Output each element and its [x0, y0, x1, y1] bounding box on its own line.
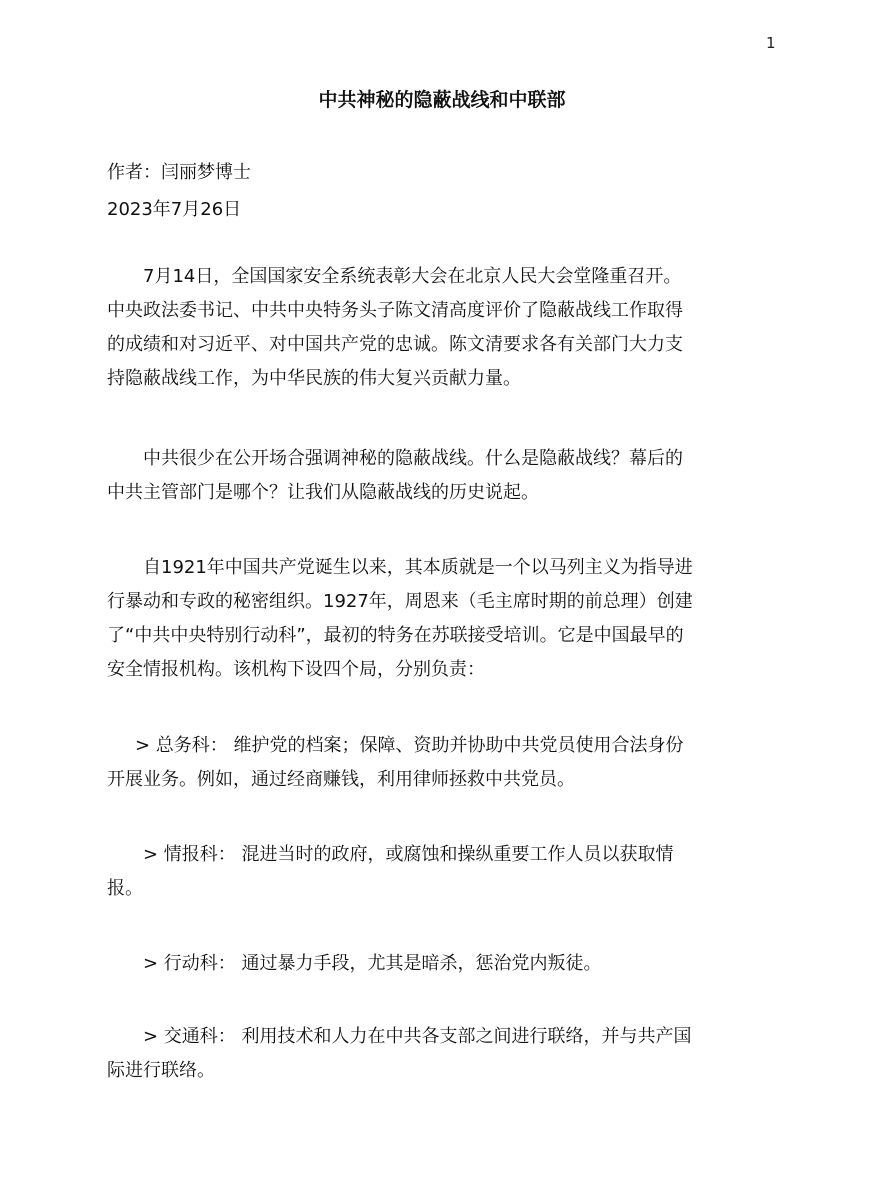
- bullet-operations: [107, 947, 787, 981]
- paragraph-2: [107, 442, 787, 510]
- bullet-line: > 行动科： 通过暴力手段，尤其是暗杀，惩治党内叛徒。: [143, 953, 602, 974]
- bullet-intelligence: [107, 838, 787, 906]
- paragraph-line: 中共很少在公开场合强调神秘的隐蔽战线。什么是隐蔽战线？幕后的: [143, 448, 683, 469]
- paragraph-line: 安全情报机构。该机构下设四个局，分别负责：: [107, 659, 485, 680]
- bullet-general-affairs: [107, 729, 787, 797]
- bullet-line: > 情报科： 混进当时的政府，或腐蚀和操纵重要工作人员以获取情: [143, 844, 674, 865]
- bullet-line: 开展业务。例如，通过经商赚钱，利用律师拯救中共党员。: [107, 769, 575, 790]
- paragraph-line: 自1921年中国共产党诞生以来，其本质就是一个以马列主义为指导进: [143, 557, 693, 578]
- paragraph-line: 了“中共中央特别行动科”，最初的特务在苏联接受培训。它是中国最早的: [107, 625, 684, 646]
- bullet-line: > 交通科： 利用技术和人力在中共各支部之间进行联络，并与共产国: [143, 1026, 692, 1047]
- page-number: 1: [766, 34, 776, 52]
- paragraph-line: 持隐蔽战线工作，为中华民族的伟大复兴贡献力量。: [107, 368, 521, 389]
- bullet-line: > 总务科： 维护党的档案；保障、资助并协助中共党员使用合法身份: [135, 735, 684, 756]
- paragraph-3: [107, 551, 787, 687]
- paragraph-line: 行暴动和专政的秘密组织。1927年，周恩来（毛主席时期的前总理）创建: [107, 591, 693, 612]
- bullet-line: 际进行联络。: [107, 1060, 215, 1081]
- bullet-communications: [107, 1020, 787, 1088]
- paragraph-line: 的成绩和对习近平、对中国共产党的忠诚。陈文清要求各有关部门大力支: [107, 334, 683, 355]
- document-title: 中共神秘的隐蔽战线和中联部: [318, 89, 566, 111]
- paragraph-line: 中共主管部门是哪个？让我们从隐蔽战线的历史说起。: [107, 482, 539, 503]
- paragraph-1: [107, 260, 787, 396]
- paragraph-line: 中央政法委书记、中共中央特务头子陈文清高度评价了隐蔽战线工作取得: [107, 300, 683, 321]
- bullet-line: 报。: [107, 878, 143, 899]
- paragraph-line: 7月14日，全国国家安全系统表彰大会在北京人民大会堂隆重召开。: [143, 266, 682, 287]
- date-line: 2023年7月26日: [107, 199, 242, 220]
- author-line: 作者：闫丽梦博士: [107, 162, 251, 183]
